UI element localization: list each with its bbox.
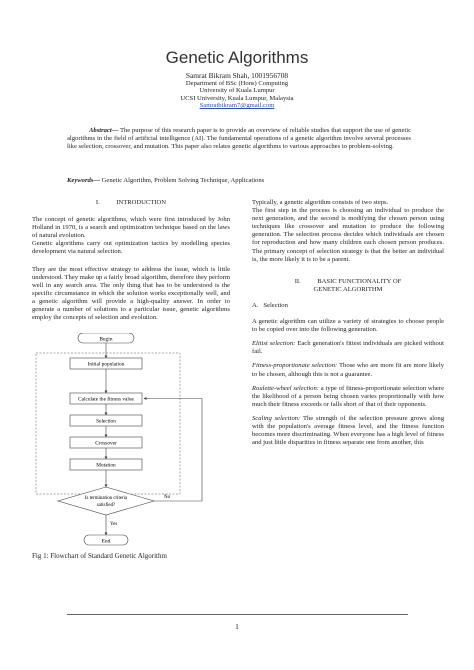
- page-number: 1: [235, 622, 239, 631]
- section-heading-line-2: GENETIC ALGORITHM: [313, 285, 383, 293]
- section-heading-basic-functionality: [252, 278, 444, 294]
- figure-caption: Fig 1: Flowchart of Standard Genetic Algorithm: [32, 552, 167, 560]
- elitist-text: Each generation's fittest individuals are picked without fail.: [252, 340, 444, 356]
- fitness-proportionate-paragraph: [252, 362, 444, 378]
- decision-label-line-1: Is termination criteria: [84, 496, 128, 501]
- keywords: [67, 177, 411, 185]
- crossover-label: Crossover: [95, 440, 117, 447]
- right-column: [252, 199, 444, 453]
- left-column: [32, 199, 230, 328]
- author-email-link[interactable]: Samratbikram7@gmail.com: [199, 102, 275, 110]
- elitist-selection-paragraph: [252, 340, 444, 356]
- decision-label-line-2: satisfied?: [96, 503, 116, 508]
- roulette-label: Roulette-wheel selection:: [252, 384, 319, 392]
- paper-title: Genetic Algorithms: [165, 48, 309, 67]
- affiliation-location: UCSI University, Kuala Lumpur, Malaysia: [180, 94, 294, 102]
- affiliation-department: Department of BSc (Hons) Computing: [185, 79, 289, 87]
- genetic-algorithm-flowchart: [34, 333, 230, 550]
- intro-paragraph-3: They are the most effective strategy to address the issue, which is little understood. They make up a fairly broad algorithm, therefore they perform well in any search area. The only thing that has to be understood is the specific circumstance in which the solution works exceptionally well, and a genetic algorithm will provide a high-quality answer. In order to generate a number of solutions to a particular issue, genetic algorithms employ the concepts of selection and evolution.: [32, 265, 230, 322]
- author-block: [0, 72, 474, 110]
- section-heading-line-1: II. BASIC FUNCTIONALITY OF: [294, 277, 402, 285]
- mutation-label: Mutation: [96, 462, 116, 469]
- section-heading-introduction: I. INTRODUCTION: [95, 199, 167, 206]
- selection-intro-paragraph: A genetic algorithm can utilize a variety of strategies to choose people to be copied over into the following generation.: [252, 318, 444, 334]
- termination-decision: [58, 487, 154, 515]
- subsection-heading-selection: A. Selection: [252, 301, 288, 309]
- fitness-label: Calculate the fitness value: [78, 396, 134, 403]
- roulette-wheel-paragraph: [252, 385, 444, 409]
- footer-rule: [67, 614, 408, 615]
- scaling-text: The strength of the selection pressure grows along with the population's average fitness level, and the fitness function becomes more discriminating. When everyone has a high level of fitness and just little disparities in fitness separate one from another, this: [252, 414, 444, 447]
- abstract-text: The purpose of this research paper is to provide an overview of reliable studies that support the use of genetic algorithms in the field of artificial intelligence (AI). The fundamental operations of a genetic algorithm involve several processes like selection, crossover, and mutation. This paper also relates genetic algorithms to various approaches to problem-solving.: [67, 127, 412, 151]
- selection-label: Selection: [96, 418, 116, 425]
- scaling-label: Scaling selection:: [252, 414, 301, 422]
- no-loop-arrow: [144, 399, 202, 502]
- no-label: No: [164, 495, 171, 500]
- end-label: End: [101, 538, 111, 545]
- keywords-label: Keywords—: [67, 177, 100, 184]
- scaling-selection-paragraph: [252, 415, 444, 447]
- affiliation-university: University of Kuala Lumpur: [199, 87, 275, 95]
- intro-paragraph-2: Genetic algorithms carry out optimization tactics by modelling species development via natural selection.: [32, 240, 230, 256]
- fitprop-label: Fitness-proportionate selection:: [252, 362, 338, 370]
- initial-population-label: Initial population: [87, 361, 125, 368]
- abstract-label: Abstract—: [89, 127, 119, 134]
- yes-label: Yes: [110, 522, 118, 527]
- right-paragraph-2: The first step in the process is choosing an individual to produce the next generation, and the second is modifying the chosen person using techniques like crossover and mutation to produce the following generation. The selection process decides which individuals are chosen for reproduction and how many children each chosen person produces. The primary concept of selection strategy is that the better an individual is, the more likely it is to be a parent.: [252, 207, 444, 263]
- author-name: Samrat Bikram Shah, 1001956708: [185, 71, 289, 80]
- roulette-text: a type of fitness-proportionate selection where the likelihood of a person being chosen varies proportionally with how much their fitness exceeds or falls short of that of their opponents.: [252, 384, 445, 408]
- elitist-label: Elitist selection:: [252, 340, 296, 348]
- fitprop-text: Those who are more fit are more likely to be chosen, although this is not a guarantee.: [252, 362, 444, 378]
- keywords-text: Genetic Algorithm, Problem Solving Technique, Applications: [101, 177, 265, 184]
- intro-paragraph-1: The concept of genetic algorithms, which were first introduced by John Holland in 1970, is a search and optimization technique based on the laws of natural evolution.: [32, 216, 230, 240]
- abstract: [67, 127, 411, 152]
- begin-label: Begin: [99, 336, 113, 343]
- right-paragraph-1: Typically, a genetic algorithm consists of two steps.: [252, 199, 389, 206]
